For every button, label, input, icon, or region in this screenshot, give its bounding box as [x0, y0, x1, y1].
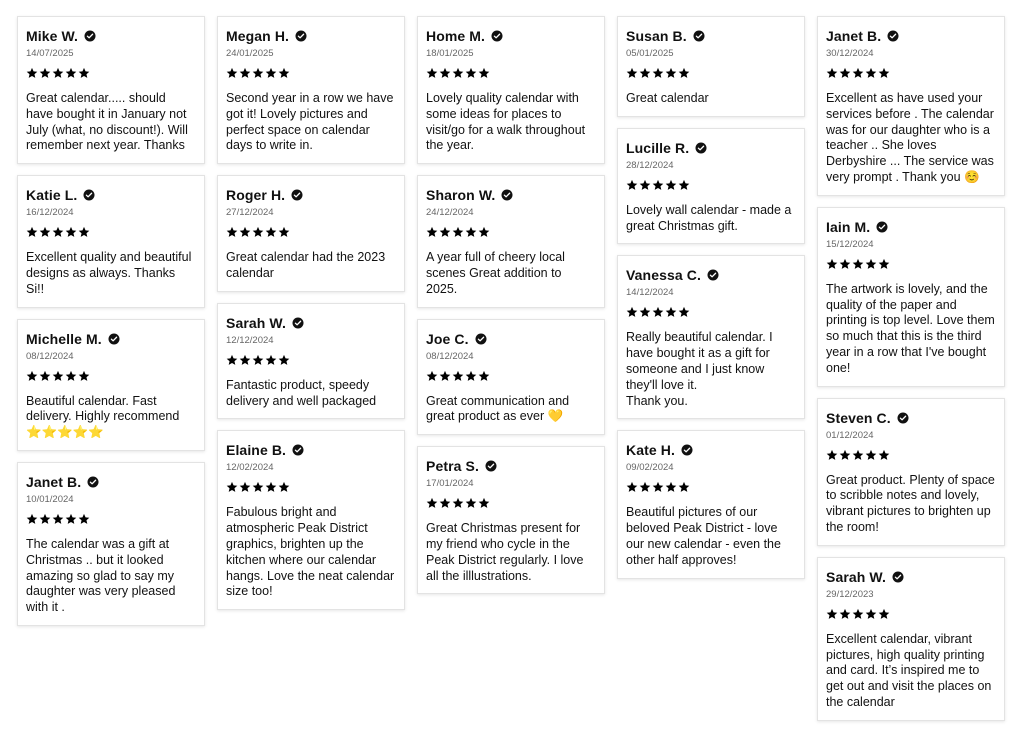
star-filled-icon	[239, 354, 251, 368]
star-filled-icon	[265, 226, 277, 240]
star-filled-icon	[439, 226, 451, 240]
star-rating	[26, 226, 196, 240]
review-card	[217, 16, 405, 164]
review-text: The artwork is lovely, and the quality of the paper and printing is top level. Love them so much that this is the third year in a row that I've bought one!	[826, 281, 995, 375]
reviewer-row	[826, 409, 996, 427]
review-column	[17, 16, 205, 626]
star-filled-icon	[865, 258, 877, 272]
verified-check-badge-icon	[84, 30, 96, 42]
review-date: 12/02/2024	[226, 462, 274, 474]
star-rating	[626, 481, 796, 495]
star-filled-icon	[626, 306, 638, 320]
reviewer-row	[826, 568, 996, 586]
reviewer-row	[426, 186, 596, 204]
star-filled-icon	[839, 67, 851, 81]
verified-check-badge-icon	[892, 571, 904, 583]
star-filled-icon	[239, 226, 251, 240]
reviewer-name: Sarah W.	[226, 314, 286, 331]
star-filled-icon	[865, 608, 877, 622]
review-text: Beautiful calendar. Fast delivery. Highly recommend ⭐⭐⭐⭐⭐	[26, 393, 180, 440]
review-date: 28/12/2024	[626, 159, 674, 171]
verified-check-badge-icon	[295, 30, 307, 42]
review-date: 01/12/2024	[826, 429, 874, 441]
review-date: 16/12/2024	[26, 207, 74, 219]
star-filled-icon	[852, 67, 864, 81]
review-card	[817, 207, 1005, 387]
star-rating	[826, 608, 996, 622]
star-filled-icon	[878, 608, 890, 622]
star-filled-icon	[465, 497, 477, 511]
verified-check-badge-icon	[501, 189, 513, 201]
star-filled-icon	[65, 67, 77, 81]
review-card	[17, 175, 205, 307]
star-filled-icon	[652, 306, 664, 320]
star-filled-icon	[865, 67, 877, 81]
reviewer-name: Sarah W.	[826, 568, 886, 585]
review-text: Fabulous bright and atmospheric Peak District graphics, brighten up the kitchen where our calendar hangs. Love the neat calendar size too!	[226, 505, 395, 599]
review-date: 29/12/2023	[826, 588, 874, 600]
star-filled-icon	[652, 481, 664, 495]
review-column	[417, 16, 605, 594]
review-card	[817, 16, 1005, 196]
star-rating	[226, 226, 396, 240]
star-rating	[226, 481, 396, 495]
review-text: Great Christmas present for my friend who cycle in the Peak District regularly. I love all the illlustrations.	[426, 521, 584, 583]
review-card	[217, 175, 405, 292]
reviewer-row	[226, 441, 396, 459]
review-card	[17, 319, 205, 451]
review-date: 24/12/2024	[426, 207, 474, 219]
reviewer-name: Iain M.	[826, 218, 871, 235]
reviewer-row	[226, 314, 396, 332]
verified-check-badge-icon	[693, 30, 705, 42]
star-filled-icon	[478, 497, 490, 511]
star-rating	[426, 226, 596, 240]
star-filled-icon	[878, 258, 890, 272]
star-filled-icon	[239, 67, 251, 81]
review-date: 17/01/2024	[426, 478, 474, 490]
star-filled-icon	[78, 513, 90, 527]
star-filled-icon	[39, 67, 51, 81]
review-column	[217, 16, 405, 610]
review-column	[817, 16, 1005, 721]
star-filled-icon	[252, 67, 264, 81]
star-filled-icon	[439, 497, 451, 511]
review-text: Lovely wall calendar - made a great Christmas gift.	[626, 202, 792, 233]
star-filled-icon	[465, 67, 477, 81]
star-filled-icon	[652, 67, 664, 81]
star-filled-icon	[852, 608, 864, 622]
star-filled-icon	[626, 481, 638, 495]
star-filled-icon	[452, 370, 464, 384]
review-card	[817, 557, 1005, 721]
star-filled-icon	[826, 608, 838, 622]
verified-check-badge-icon	[475, 333, 487, 345]
star-filled-icon	[639, 67, 651, 81]
star-rating	[26, 513, 196, 527]
star-filled-icon	[626, 179, 638, 193]
verified-check-badge-icon	[887, 30, 899, 42]
star-filled-icon	[426, 370, 438, 384]
reviewer-name: Katie L.	[26, 187, 78, 204]
star-filled-icon	[665, 179, 677, 193]
star-filled-icon	[678, 306, 690, 320]
star-filled-icon	[226, 354, 238, 368]
review-text: Great calendar had the 2023 calendar	[226, 250, 386, 280]
star-filled-icon	[278, 481, 290, 495]
star-rating	[426, 370, 596, 384]
review-card	[617, 430, 805, 578]
review-card	[217, 303, 405, 420]
reviewer-row	[226, 186, 396, 204]
review-date: 14/12/2024	[626, 287, 674, 299]
reviewer-name: Lucille R.	[626, 139, 690, 156]
review-text: Great calendar	[626, 91, 709, 105]
reviewer-row	[426, 330, 596, 348]
star-filled-icon	[852, 258, 864, 272]
star-filled-icon	[639, 306, 651, 320]
star-filled-icon	[452, 226, 464, 240]
review-text: Second year in a row we have got it! Lovely pictures and perfect space on calendar days to write in.	[226, 91, 394, 153]
reviewer-name: Janet B.	[26, 473, 82, 490]
star-filled-icon	[478, 226, 490, 240]
star-filled-icon	[26, 513, 38, 527]
reviewer-name: Kate H.	[626, 442, 675, 459]
star-filled-icon	[678, 481, 690, 495]
star-filled-icon	[478, 370, 490, 384]
star-filled-icon	[678, 67, 690, 81]
reviewer-row	[426, 27, 596, 45]
reviewer-name: Michelle M.	[26, 330, 102, 347]
star-filled-icon	[65, 370, 77, 384]
reviewer-name: Petra S.	[426, 458, 479, 475]
star-filled-icon	[226, 481, 238, 495]
star-filled-icon	[452, 67, 464, 81]
reviewer-name: Mike W.	[26, 28, 79, 44]
star-filled-icon	[278, 67, 290, 81]
star-filled-icon	[239, 481, 251, 495]
star-filled-icon	[265, 481, 277, 495]
star-filled-icon	[78, 67, 90, 81]
star-filled-icon	[639, 179, 651, 193]
star-filled-icon	[39, 226, 51, 240]
review-date: 12/12/2024	[226, 334, 274, 346]
star-filled-icon	[826, 258, 838, 272]
star-filled-icon	[439, 370, 451, 384]
review-card	[17, 16, 205, 164]
review-date: 15/12/2024	[826, 238, 874, 250]
star-filled-icon	[265, 354, 277, 368]
star-filled-icon	[865, 449, 877, 463]
star-rating	[626, 179, 796, 193]
star-filled-icon	[426, 226, 438, 240]
reviewer-name: Steven C.	[826, 409, 891, 426]
star-filled-icon	[226, 226, 238, 240]
review-card	[417, 175, 605, 307]
reviewer-row	[26, 473, 196, 491]
verified-check-badge-icon	[292, 444, 304, 456]
star-filled-icon	[639, 481, 651, 495]
star-filled-icon	[252, 481, 264, 495]
review-text: Lovely quality calendar with some ideas for places to visit/go for a walk throughout the year.	[426, 91, 586, 153]
star-filled-icon	[278, 354, 290, 368]
star-filled-icon	[65, 226, 77, 240]
star-filled-icon	[52, 226, 64, 240]
verified-check-badge-icon	[83, 189, 95, 201]
verified-check-badge-icon	[681, 444, 693, 456]
star-filled-icon	[65, 513, 77, 527]
star-filled-icon	[665, 481, 677, 495]
verified-check-badge-icon	[876, 221, 888, 233]
reviewer-row	[26, 330, 196, 348]
verified-check-badge-icon	[292, 317, 304, 329]
review-card	[17, 462, 205, 626]
star-filled-icon	[839, 449, 851, 463]
review-text: Really beautiful calendar. I have bought it as a gift for someone and I just know they'll love it. Thank you.	[626, 330, 773, 408]
star-rating	[426, 497, 596, 511]
star-filled-icon	[878, 449, 890, 463]
review-text: Excellent calendar, vibrant pictures, high quality printing and card. It’s inspired me to get out and visit the places on the calendar	[826, 631, 992, 709]
review-date: 05/01/2025	[626, 48, 674, 59]
review-text: The calendar was a gift at Christmas .. but it looked amazing so glad to say my daughter was very pleased with it .	[26, 536, 176, 615]
star-rating	[26, 370, 196, 384]
star-filled-icon	[265, 67, 277, 81]
star-filled-icon	[26, 226, 38, 240]
star-filled-icon	[439, 67, 451, 81]
review-card	[617, 255, 805, 419]
reviewer-row	[226, 27, 396, 45]
star-filled-icon	[665, 67, 677, 81]
star-filled-icon	[278, 226, 290, 240]
verified-check-badge-icon	[108, 333, 120, 345]
reviewer-name: Joe C.	[426, 330, 469, 347]
star-filled-icon	[665, 306, 677, 320]
star-filled-icon	[52, 513, 64, 527]
star-filled-icon	[626, 67, 638, 81]
verified-check-badge-icon	[87, 476, 99, 488]
review-text: Great product. Plenty of space to scribble notes and lovely, vibrant pictures to brighten up the room!	[826, 472, 995, 534]
star-filled-icon	[26, 67, 38, 81]
reviewer-name: Megan H.	[226, 28, 290, 44]
star-filled-icon	[452, 497, 464, 511]
reviewer-name: Vanessa C.	[626, 267, 701, 284]
reviewer-row	[626, 139, 796, 157]
star-filled-icon	[39, 513, 51, 527]
star-filled-icon	[826, 67, 838, 81]
star-rating	[426, 67, 596, 81]
reviewer-name: Janet B.	[826, 28, 882, 44]
reviewer-name: Roger H.	[226, 187, 286, 204]
review-date: 14/07/2025	[26, 48, 74, 59]
star-filled-icon	[78, 370, 90, 384]
review-text: Beautiful pictures of our beloved Peak District - love our new calendar - even the other half approves!	[626, 505, 781, 567]
star-filled-icon	[652, 179, 664, 193]
star-filled-icon	[26, 370, 38, 384]
reviewer-name: Susan B.	[626, 28, 687, 44]
review-card	[817, 398, 1005, 546]
star-filled-icon	[426, 67, 438, 81]
star-filled-icon	[226, 67, 238, 81]
star-rating	[826, 258, 996, 272]
star-rating	[626, 67, 796, 81]
star-filled-icon	[426, 497, 438, 511]
star-filled-icon	[52, 67, 64, 81]
star-filled-icon	[52, 370, 64, 384]
reviewer-row	[626, 441, 796, 459]
review-date: 27/12/2024	[226, 207, 274, 219]
star-filled-icon	[852, 449, 864, 463]
reviewer-row	[826, 218, 996, 236]
review-text: Fantastic product, speedy delivery and well packaged	[226, 377, 377, 408]
review-card	[217, 430, 405, 610]
review-card	[417, 446, 605, 594]
review-text: Excellent as have used your services before . The calendar was for our daughter who is a teacher .. She loves Derbyshire ... The service was very prompt . Thank you ☺️	[826, 91, 994, 184]
star-rating	[226, 67, 396, 81]
star-rating	[26, 67, 196, 81]
review-date: 24/01/2025	[226, 48, 274, 59]
review-text: Great calendar..... should have bought it in January not July (what, no discount!). Will remember next year. Thanks	[26, 91, 188, 153]
reviewer-row	[26, 27, 196, 45]
reviewer-row	[426, 457, 596, 475]
verified-check-badge-icon	[707, 269, 719, 281]
review-date: 08/12/2024	[26, 350, 74, 362]
review-text: Great communication and great product as ever 💛	[426, 393, 570, 424]
star-filled-icon	[465, 370, 477, 384]
review-text: Excellent quality and beautiful designs as always. Thanks Si!!	[26, 250, 192, 296]
star-filled-icon	[39, 370, 51, 384]
review-card	[617, 16, 805, 117]
star-filled-icon	[878, 67, 890, 81]
verified-check-badge-icon	[897, 412, 909, 424]
verified-check-badge-icon	[695, 142, 707, 154]
review-column	[617, 16, 805, 579]
star-rating	[626, 306, 796, 320]
review-card	[417, 16, 605, 164]
star-filled-icon	[78, 226, 90, 240]
review-date: 18/01/2025	[426, 48, 474, 59]
star-filled-icon	[826, 449, 838, 463]
reviewer-name: Home M.	[426, 28, 486, 44]
star-filled-icon	[678, 179, 690, 193]
review-date: 30/12/2024	[826, 48, 874, 59]
verified-check-badge-icon	[485, 460, 497, 472]
reviewer-row	[26, 186, 196, 204]
reviewer-name: Sharon W.	[426, 187, 496, 204]
review-date: 09/02/2024	[626, 462, 674, 474]
review-card	[617, 128, 805, 245]
review-date: 08/12/2024	[426, 350, 474, 362]
review-text: A year full of cheery local scenes Great addition to 2025.	[426, 250, 565, 296]
review-card	[417, 319, 605, 436]
verified-check-badge-icon	[291, 189, 303, 201]
reviewer-name: Elaine B.	[226, 442, 287, 459]
reviewer-row	[826, 27, 996, 45]
star-filled-icon	[465, 226, 477, 240]
reviewer-row	[626, 266, 796, 284]
star-filled-icon	[839, 258, 851, 272]
review-date: 10/01/2024	[26, 493, 74, 505]
star-filled-icon	[252, 354, 264, 368]
star-filled-icon	[478, 67, 490, 81]
star-filled-icon	[252, 226, 264, 240]
star-rating	[826, 67, 996, 81]
reviewer-row	[626, 27, 796, 45]
star-rating	[826, 449, 996, 463]
star-rating	[226, 354, 396, 368]
verified-check-badge-icon	[491, 30, 503, 42]
star-filled-icon	[839, 608, 851, 622]
